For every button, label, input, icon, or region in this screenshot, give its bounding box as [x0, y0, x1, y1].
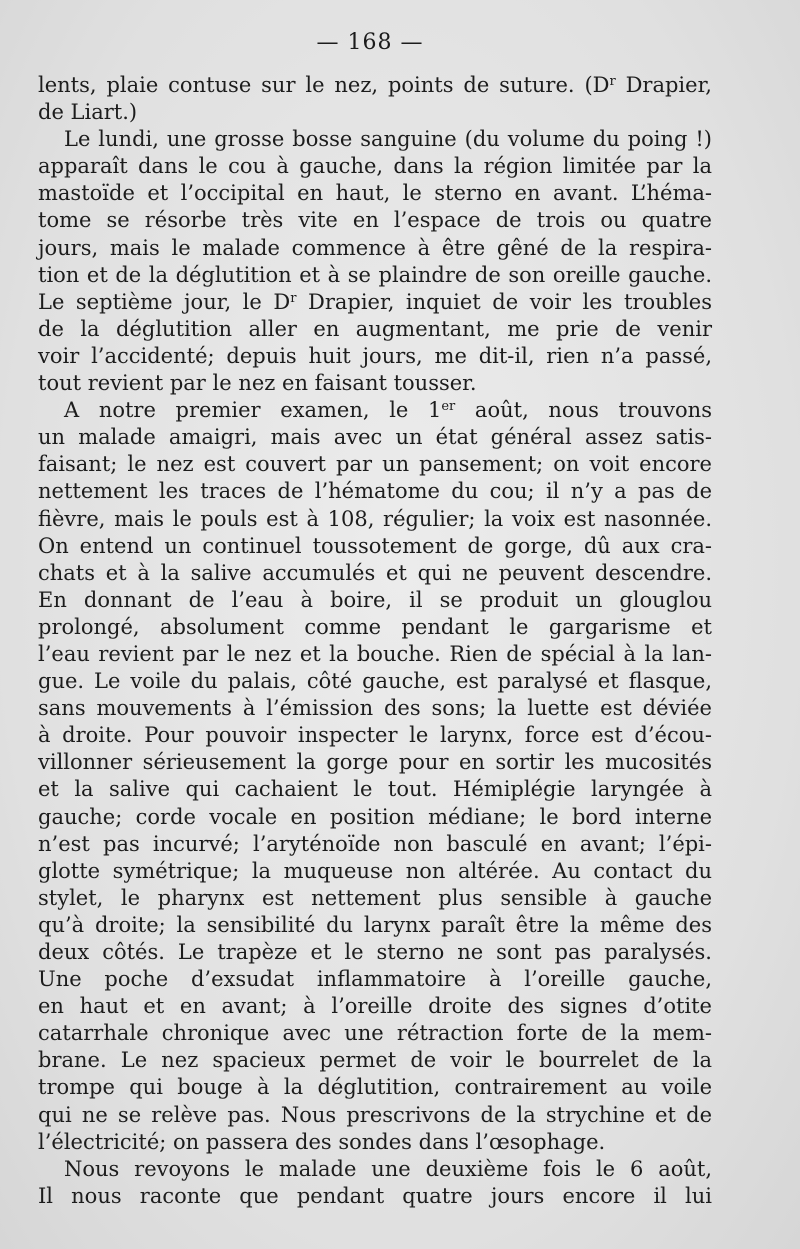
text-line: l’électricité; on passera des sondes dans l’œsophage. — [38, 1129, 606, 1154]
text-line: tome se résorbe très vite en l’espace de trois ou quatre — [38, 208, 712, 233]
text-line: fièvre, mais le pouls est à 108, régulier; la voix est nasonnée. — [38, 506, 712, 531]
text-line: villonner sérieusement la gorge pour en sortir les mucosités — [38, 750, 712, 775]
text-line: trompe qui bouge à la déglutition, contrairement au voile — [38, 1075, 712, 1100]
text-line: nettement les traces de l’hématome du cou; il n’y a pas de — [38, 479, 712, 504]
text-line: sans mouvements à l’émission des sons; la luette est déviée — [38, 696, 712, 721]
text-line: glotte symétrique; la muqueuse non altérée. Au contact du — [38, 858, 712, 883]
text-line: Une poche d’exsudat inflammatoire à l’oreille gauche, — [38, 967, 712, 992]
text-line: faisant; le nez est couvert par un pansement; on voit encore — [38, 452, 712, 477]
text-line: prolongé, absolument comme pendant le gargarisme et — [38, 614, 712, 639]
text-line: tion et de la déglutition et à se plaindre de son oreille gauche. — [38, 262, 712, 287]
text-line: On entend un continuel toussotement de gorge, dû aux cra- — [38, 533, 712, 558]
text-line: En donnant de l’eau à boire, il se produit un glouglou — [38, 587, 712, 612]
text-line: lents, plaie contuse sur le nez, points de suture. ($D^r$ Drapier, — [38, 73, 712, 97]
text-line: tout revient par le nez en faisant tousser. — [38, 371, 477, 396]
text-line: Le lundi, une grosse bosse sanguine (du volume du poing !) — [64, 127, 712, 152]
text-line: à droite. Pour pouvoir inspecter le larynx, force est d’écou- — [38, 723, 712, 748]
paragraph — [38, 1156, 712, 1210]
text-line: Il nous raconte que pendant quatre jours encore il lui — [38, 1183, 712, 1208]
text-line: l’eau revient par le nez et la bouche. Rien de spécial à la lan- — [38, 641, 712, 666]
text-line: jours, mais le malade commence à être gêné de la respira- — [38, 235, 712, 260]
text-line: gauche; corde vocale en position médiane; le bord interne — [38, 804, 712, 829]
text-line: chats et à la salive accumulés et qui ne peuvent descendre. — [38, 560, 712, 585]
text-line: A notre premier examen, le 1er août, nous trouvons — [64, 398, 712, 423]
paragraph — [38, 72, 712, 126]
text-line: gue. Le voile du palais, côté gauche, est paralysé et flasque, — [38, 669, 712, 694]
paragraph — [38, 126, 712, 397]
text-line: brane. Le nez spacieux permet de voir le bourrelet de la — [38, 1048, 712, 1073]
text-line: de Liart.) — [38, 100, 138, 125]
text-line: un malade amaigri, mais avec un état général assez satis- — [38, 425, 712, 450]
text-line: deux côtés. Le trapèze et le sterno ne sont pas paralysés. — [38, 940, 712, 964]
paragraph — [38, 397, 712, 1156]
text-line: voir l’accidenté; depuis huit jours, me dit-il, rien n’a passé, — [38, 343, 712, 368]
text-line: et la salive qui cachaient le tout. Hémiplégie laryngée à — [38, 777, 712, 802]
text-line: mastoïde et l’occipital en haut, le sterno en avant. L’héma- — [38, 181, 712, 206]
text-line: qu’à droite; la sensibilité du larynx paraît être la même des — [38, 912, 712, 937]
text-line: Le septième jour, le $D^r$ Drapier, inquiet de voir les troubles — [38, 289, 712, 314]
page-number: — 168 — — [316, 30, 424, 55]
text-line: catarrhale chronique avec une rétraction forte de la mem- — [38, 1021, 712, 1046]
body-text — [38, 72, 712, 1210]
text-line: en haut et en avant; à l’oreille droite des signes d’otite — [38, 994, 712, 1019]
text-line: n’est pas incurvé; l’aryténoïde non basculé en avant; l’épi- — [38, 831, 712, 856]
text-line: de la déglutition aller en augmentant, me prie de venir — [38, 316, 712, 341]
text-line: stylet, le pharynx est nettement plus sensible à gauche — [38, 885, 712, 910]
text-line: qui ne se relève pas. Nous prescrivons de la strychine et de — [38, 1102, 712, 1127]
text-line: apparaît dans le cou à gauche, dans la région limitée par la — [38, 154, 712, 179]
text-line: Nous revoyons le malade une deuxième fois le 6 août, — [64, 1156, 712, 1181]
